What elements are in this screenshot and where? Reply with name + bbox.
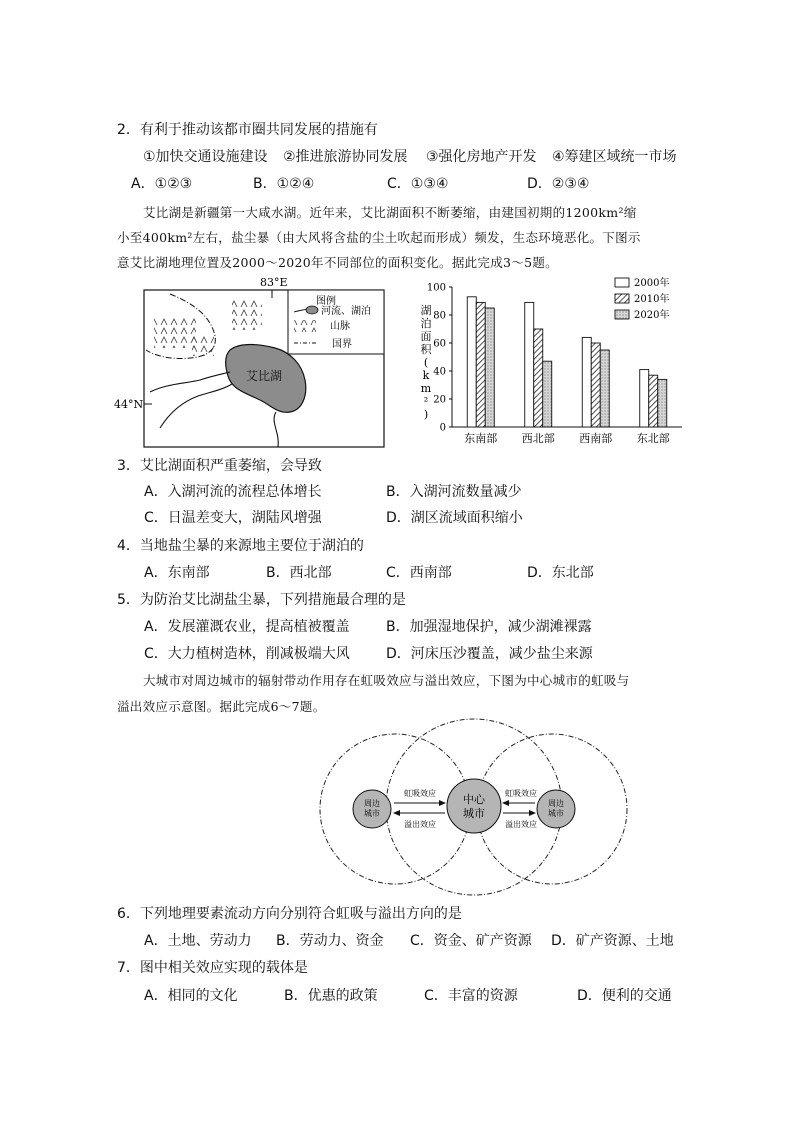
legend-title: 图例 xyxy=(316,296,336,307)
q6-option-b[interactable]: B．劳动力、资金 xyxy=(276,933,384,949)
bar-2010年 xyxy=(476,302,485,427)
q2-item-2: ②推进旅游协同发展 xyxy=(283,149,408,165)
lake-area-bar-chart xyxy=(400,272,690,452)
right-spill-label: 溢出效应 xyxy=(505,820,537,829)
left-city-label-2: 城市 xyxy=(364,809,380,818)
left-siphon-label: 虹吸效应 xyxy=(404,789,436,798)
q2-option-a[interactable]: A．①②③ xyxy=(131,176,193,192)
x-category-label: 西南部 xyxy=(579,432,613,445)
legend-label: 2010年 xyxy=(634,294,670,305)
right-city-label-1: 周边 xyxy=(548,799,564,808)
y-tick-label: 80 xyxy=(433,310,446,322)
legend-mountain: 山脉 xyxy=(330,321,350,332)
legend-river-lake: 河流、湖泊 xyxy=(321,306,371,317)
q5-option-d[interactable]: D．河床压沙覆盖，减少盐尘来源 xyxy=(386,646,593,662)
y-axis-label-char: 积 xyxy=(420,343,432,356)
q3-option-a[interactable]: A．入湖河流的流程总体增长 xyxy=(144,484,322,500)
latitude-label: 44°N xyxy=(114,398,144,411)
y-tick-label: 40 xyxy=(433,366,446,378)
q3-option-c[interactable]: C．日温差变大，湖陆风增强 xyxy=(144,510,322,526)
q5-option-c[interactable]: C．大力植树造林，削减极端大风 xyxy=(144,646,350,662)
x-category-label: 东南部 xyxy=(464,432,498,445)
q3-option-b[interactable]: B．入湖河流数量减少 xyxy=(386,484,522,500)
legend-swatch xyxy=(615,294,629,303)
y-axis-label-char: 面 xyxy=(420,330,432,343)
q2-option-b[interactable]: B．①②④ xyxy=(253,176,315,192)
right-siphon-label: 虹吸效应 xyxy=(505,789,537,798)
q6-option-d[interactable]: D．矿产资源、土地 xyxy=(551,933,674,949)
left-spill-label: 溢出效应 xyxy=(404,820,436,829)
y-tick-label: 100 xyxy=(426,282,446,294)
q2-option-c[interactable]: C．①③④ xyxy=(387,176,449,192)
q5-option-b[interactable]: B．加强湿地保护，减少湖滩裸露 xyxy=(386,619,592,635)
intro1-line-1: 艾比湖是新疆第一大咸水湖。近年来，艾比湖面积不断萎缩，由建国初期的1200km²缩 xyxy=(143,205,637,220)
y-tick-label: 20 xyxy=(433,394,446,406)
legend-label: 2000年 xyxy=(634,278,670,289)
bar-2020年 xyxy=(658,379,667,427)
q6-option-a[interactable]: A．土地、劳动力 xyxy=(144,933,252,949)
bar-2010年 xyxy=(649,375,658,427)
y-axis-label-char: ) xyxy=(423,408,429,421)
center-city-node xyxy=(447,779,501,833)
center-city-label-1: 中心 xyxy=(463,793,485,806)
x-category-label: 东北部 xyxy=(636,432,670,445)
q7-option-a[interactable]: A．相同的文化 xyxy=(144,988,238,1004)
bar-2020年 xyxy=(485,308,494,427)
q7-option-c[interactable]: C．丰富的资源 xyxy=(424,988,518,1004)
y-axis-label-char: 湖 xyxy=(420,304,432,317)
q4-option-d[interactable]: D．东北部 xyxy=(527,565,594,581)
q2-item-3: ③强化房地产开发 xyxy=(426,149,537,165)
intro1-line-3: 意艾比湖地理位置及2000～2020年不同部位的面积变化。据此完成3～5题。 xyxy=(117,255,558,270)
bar-2010年 xyxy=(534,329,543,427)
bar-2020年 xyxy=(543,361,552,427)
legend-label: 2020年 xyxy=(634,310,670,321)
y-axis-label-char: ( xyxy=(423,356,429,369)
lake-label: 艾比湖 xyxy=(246,369,283,383)
q4-option-a[interactable]: A．东南部 xyxy=(144,565,210,581)
q6-stem: 6．下列地理要素流动方向分别符合虹吸与溢出方向的是 xyxy=(117,906,462,922)
bar-2000年 xyxy=(582,337,591,427)
bar-2000年 xyxy=(467,297,476,427)
q3-stem: 3．艾比湖面积严重萎缩，会导致 xyxy=(117,458,322,474)
bar-2010年 xyxy=(591,343,600,427)
bar-2020年 xyxy=(600,350,609,427)
q2-item-4: ④筹建区域统一市场 xyxy=(552,149,677,165)
intro2-line-2: 溢出效应示意图。据此完成6～7题。 xyxy=(117,699,326,714)
y-axis-label-char: k xyxy=(422,369,430,382)
q5-stem: 5．为防治艾比湖盐尘暴，下列措施最合理的是 xyxy=(117,592,406,608)
q2-option-d[interactable]: D．②③④ xyxy=(527,176,590,192)
right-city-label-2: 城市 xyxy=(548,809,564,818)
q2-item-1: ①加快交通设施建设 xyxy=(143,149,268,165)
bar-2000年 xyxy=(640,370,649,427)
center-city-label-2: 城市 xyxy=(463,807,485,820)
q7-option-b[interactable]: B．优惠的政策 xyxy=(284,988,378,1004)
y-axis-label-char: ² xyxy=(423,395,429,408)
location-map xyxy=(110,272,400,452)
bar-2000年 xyxy=(525,302,534,427)
y-axis-label-char: 泊 xyxy=(420,317,432,330)
q4-option-b[interactable]: B．西北部 xyxy=(266,565,332,581)
q6-option-c[interactable]: C．资金、矿产资源 xyxy=(410,933,532,949)
q4-stem: 4．当地盐尘暴的来源地主要位于湖泊的 xyxy=(117,538,364,554)
q4-option-c[interactable]: C．西南部 xyxy=(386,565,452,581)
q3-option-d[interactable]: D．湖区流域面积缩小 xyxy=(386,510,523,526)
intro1-line-2: 小至400km²左右，盐尘暴（由大风将含盐的尘土吹起而形成）频发，生态环境恶化。下图示 xyxy=(117,230,641,245)
siphon-spillover-diagram xyxy=(310,712,635,902)
legend-swatch xyxy=(615,310,629,319)
y-axis-label-char: m xyxy=(420,382,432,395)
q7-stem: 7．图中相关效应实现的载体是 xyxy=(117,960,308,976)
intro2-line-1: 大城市对周边城市的辐射带动作用存在虹吸效应与溢出效应，下图为中心城市的虹吸与 xyxy=(143,673,630,688)
q2-stem: 2．有利于推动该都市圈共同发展的措施有 xyxy=(117,122,378,138)
q7-option-d[interactable]: D．便利的交通 xyxy=(577,988,672,1004)
legend-swatch xyxy=(615,278,629,287)
longitude-label: 83°E xyxy=(260,276,288,289)
q5-option-a[interactable]: A．发展灌溉农业，提高植被覆盖 xyxy=(144,619,350,635)
left-city-label-1: 周边 xyxy=(364,799,380,808)
legend-border: 国界 xyxy=(332,339,352,350)
x-category-label: 西北部 xyxy=(521,432,555,445)
y-tick-label: 60 xyxy=(433,338,446,350)
y-tick-label: 0 xyxy=(439,422,446,434)
